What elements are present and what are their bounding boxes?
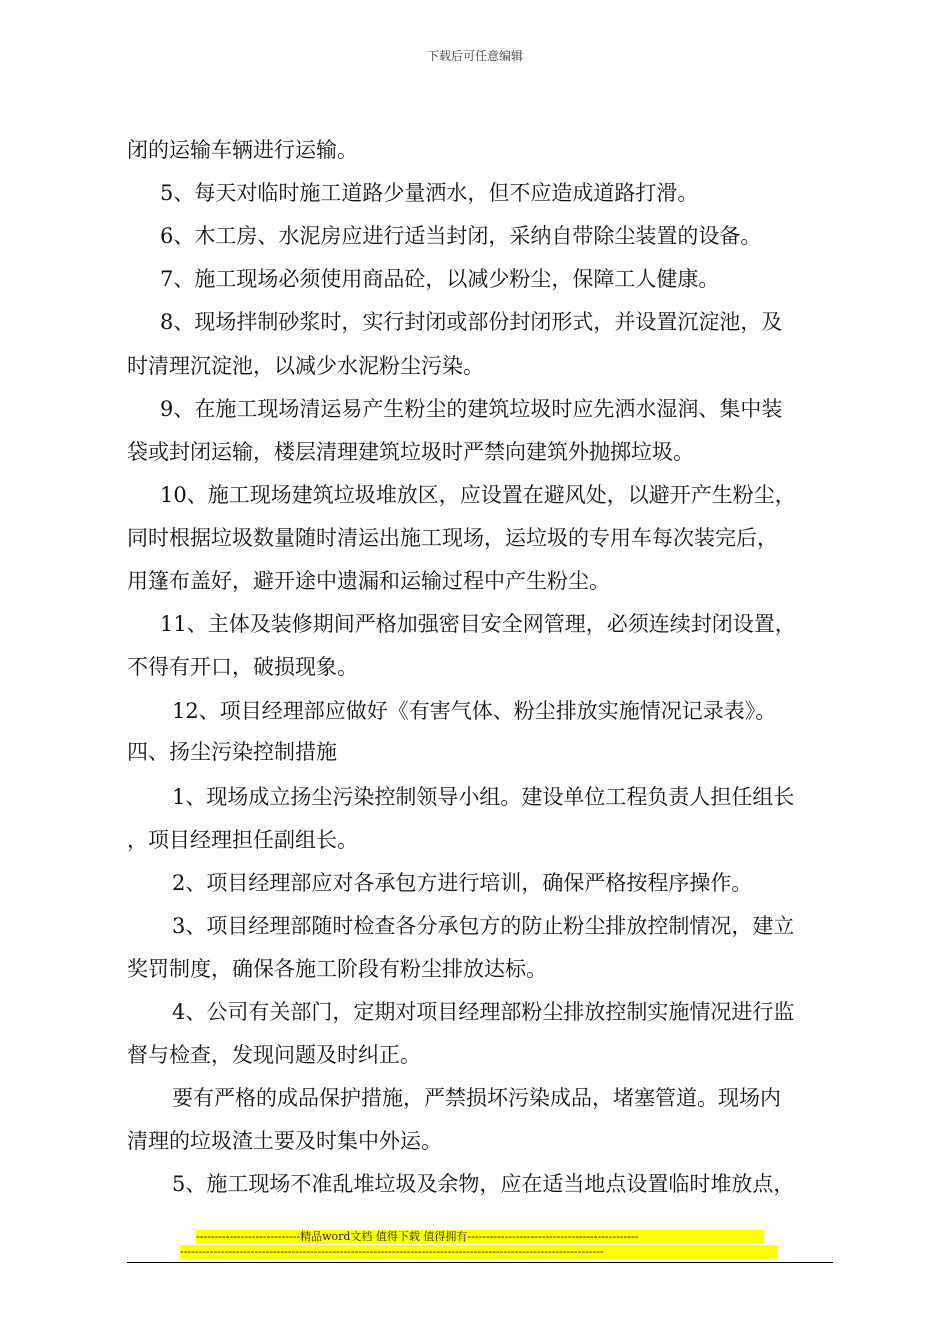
footer-divider bbox=[127, 1262, 833, 1263]
footer-banner-line-2: ------------------------------------------------------------------------------------------------------------------ bbox=[180, 1245, 778, 1259]
body-line-24: 清理的垃圾渣土要及时集中外运。 bbox=[127, 1129, 442, 1153]
body-line-10: 同时根据垃圾数量随时清运出施工现场，运垃圾的专用车每次装完后， bbox=[127, 526, 778, 550]
body-line-7: 9、在施工现场清运易产生粉尘的建筑垃圾时应先洒水湿润、集中装 bbox=[160, 397, 783, 421]
body-line-18: 2、项目经理部应对各承包方进行培训，确保严格按程序操作。 bbox=[172, 871, 753, 895]
footer-banner-line-1: ----------------------------精品word文档 值得下载 值得拥有---------------------------------------------- bbox=[196, 1230, 764, 1244]
body-line-14: 12、项目经理部应做好《有害气体、粉尘排放实施情况记录表》。 bbox=[172, 699, 777, 723]
body-line-6: 时清理沉淀池，以减少水泥粉尘污染。 bbox=[127, 354, 484, 378]
body-line-9: 10、施工现场建筑垃圾堆放区，应设置在避风处，以避开产生粉尘， bbox=[160, 483, 796, 507]
body-line-4: 7、施工现场必须使用商品砼，以减少粉尘，保障工人健康。 bbox=[160, 267, 720, 291]
body-line-13: 不得有开口，破损现象。 bbox=[127, 655, 358, 679]
body-line-5: 8、现场拌制砂浆时，实行封闭或部份封闭形式，并设置沉淀池，及 bbox=[160, 310, 783, 334]
body-line-3: 6、木工房、水泥房应进行适当封闭，采纳自带除尘装置的设备。 bbox=[160, 224, 762, 248]
page-header: 下载后可任意编辑 bbox=[426, 49, 523, 63]
body-line-21: 4、公司有关部门，定期对项目经理部粉尘排放控制实施情况进行监 bbox=[172, 1000, 795, 1024]
body-line-20: 奖罚制度，确保各施工阶段有粉尘排放达标。 bbox=[127, 957, 547, 981]
body-line-1: 闭的运输车辆进行运输。 bbox=[127, 138, 358, 162]
body-line-22: 督与检查，发现问题及时纠正。 bbox=[127, 1043, 421, 1067]
body-line-17: ，项目经理担任副组长。 bbox=[127, 828, 358, 852]
body-line-12: 11、主体及装修期间严格加强密目安全网管理，必须连续封闭设置， bbox=[160, 612, 796, 636]
section-heading: 四、扬尘污染控制措施 bbox=[127, 740, 337, 764]
body-line-19: 3、项目经理部随时检查各分承包方的防止粉尘排放控制情况，建立 bbox=[172, 914, 795, 938]
body-line-11: 用篷布盖好，避开途中遗漏和运输过程中产生粉尘。 bbox=[127, 569, 610, 593]
body-line-8: 袋或封闭运输，楼层清理建筑垃圾时严禁向建筑外抛掷垃圾。 bbox=[127, 440, 694, 464]
body-line-2: 5、每天对临时施工道路少量洒水，但不应造成道路打滑。 bbox=[160, 181, 699, 205]
body-line-16: 1、现场成立扬尘污染控制领导小组。建设单位工程负责人担任组长 bbox=[172, 785, 795, 809]
body-line-25: 5、施工现场不准乱堆垃圾及余物，应在适当地点设置临时堆放点， bbox=[172, 1172, 795, 1196]
body-line-23: 要有严格的成品保护措施，严禁损坏污染成品，堵塞管道。现场内 bbox=[172, 1086, 781, 1110]
